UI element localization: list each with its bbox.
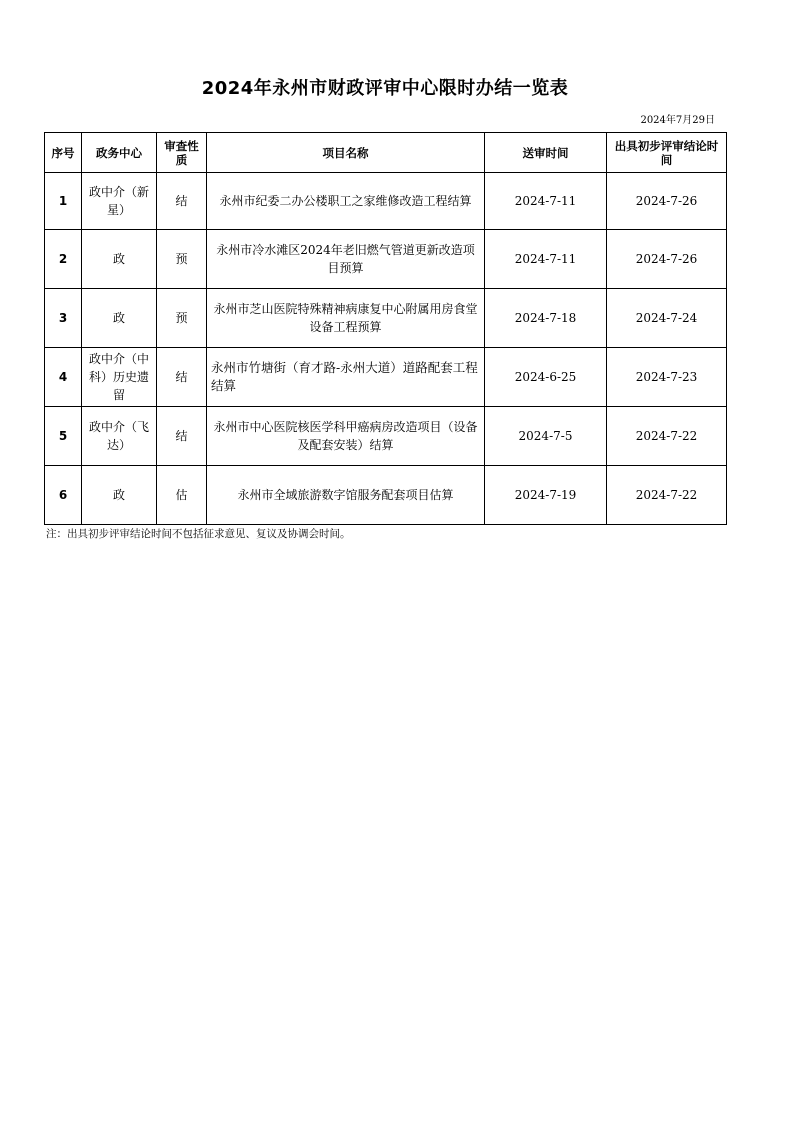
row-result-date: 2024-7-26 bbox=[607, 173, 727, 230]
table-row bbox=[45, 348, 727, 407]
table-header-row bbox=[45, 133, 727, 173]
row-index: 4 bbox=[45, 348, 82, 407]
row-project: 永州市冷水滩区2024年老旧燃气管道更新改造项目预算 bbox=[207, 230, 485, 289]
row-submit-date: 2024-7-11 bbox=[485, 173, 607, 230]
row-index: 3 bbox=[45, 289, 82, 348]
row-index: 6 bbox=[45, 466, 82, 525]
row-submit-date: 2024-6-25 bbox=[485, 348, 607, 407]
row-submit-date: 2024-7-11 bbox=[485, 230, 607, 289]
row-project: 永州市纪委二办公楼职工之家维修改造工程结算 bbox=[207, 173, 485, 230]
row-index: 2 bbox=[45, 230, 82, 289]
row-nature: 预 bbox=[157, 230, 207, 289]
row-submit-date: 2024-7-5 bbox=[485, 407, 607, 466]
header-submit-date: 送审时间 bbox=[485, 133, 607, 173]
row-result-date: 2024-7-24 bbox=[607, 289, 727, 348]
row-project: 永州市竹塘街（育才路-永州大道）道路配套工程结算 bbox=[207, 348, 485, 407]
row-center: 政中介（飞达） bbox=[82, 407, 157, 466]
table-row bbox=[45, 407, 727, 466]
row-center: 政 bbox=[82, 289, 157, 348]
deadline-table bbox=[44, 132, 727, 525]
row-nature: 估 bbox=[157, 466, 207, 525]
header-project: 项目名称 bbox=[207, 133, 485, 173]
row-center: 政 bbox=[82, 466, 157, 525]
row-center: 政中介（新星） bbox=[82, 173, 157, 230]
header-nature: 审查性质 bbox=[157, 133, 207, 173]
row-nature: 结 bbox=[157, 173, 207, 230]
row-nature: 结 bbox=[157, 348, 207, 407]
row-index: 1 bbox=[45, 173, 82, 230]
row-nature: 结 bbox=[157, 407, 207, 466]
table-row bbox=[45, 466, 727, 525]
row-result-date: 2024-7-26 bbox=[607, 230, 727, 289]
page-title: 2024年永州市财政评审中心限时办结一览表 bbox=[201, 78, 569, 99]
row-result-date: 2024-7-22 bbox=[607, 407, 727, 466]
header-result-date: 出具初步评审结论时间 bbox=[607, 133, 727, 173]
row-center: 政中介（中科）历史遗留 bbox=[82, 348, 157, 407]
table-row bbox=[45, 289, 727, 348]
row-submit-date: 2024-7-18 bbox=[485, 289, 607, 348]
row-project: 永州市芝山医院特殊精神病康复中心附属用房食堂设备工程预算 bbox=[207, 289, 485, 348]
header-index: 序号 bbox=[45, 133, 82, 173]
header-center: 政务中心 bbox=[82, 133, 157, 173]
row-nature: 预 bbox=[157, 289, 207, 348]
report-date: 2024年7月29日 bbox=[640, 115, 715, 126]
footnote: 注：出具初步评审结论时间不包括征求意见、复议及协调会时间。 bbox=[46, 528, 351, 540]
table-row bbox=[45, 173, 727, 230]
row-index: 5 bbox=[45, 407, 82, 466]
row-submit-date: 2024-7-19 bbox=[485, 466, 607, 525]
row-center: 政 bbox=[82, 230, 157, 289]
row-result-date: 2024-7-22 bbox=[607, 466, 727, 525]
table-row bbox=[45, 230, 727, 289]
row-result-date: 2024-7-23 bbox=[607, 348, 727, 407]
row-project: 永州市全域旅游数字馆服务配套项目估算 bbox=[207, 466, 485, 525]
row-project: 永州市中心医院核医学科甲癌病房改造项目（设备及配套安装）结算 bbox=[207, 407, 485, 466]
